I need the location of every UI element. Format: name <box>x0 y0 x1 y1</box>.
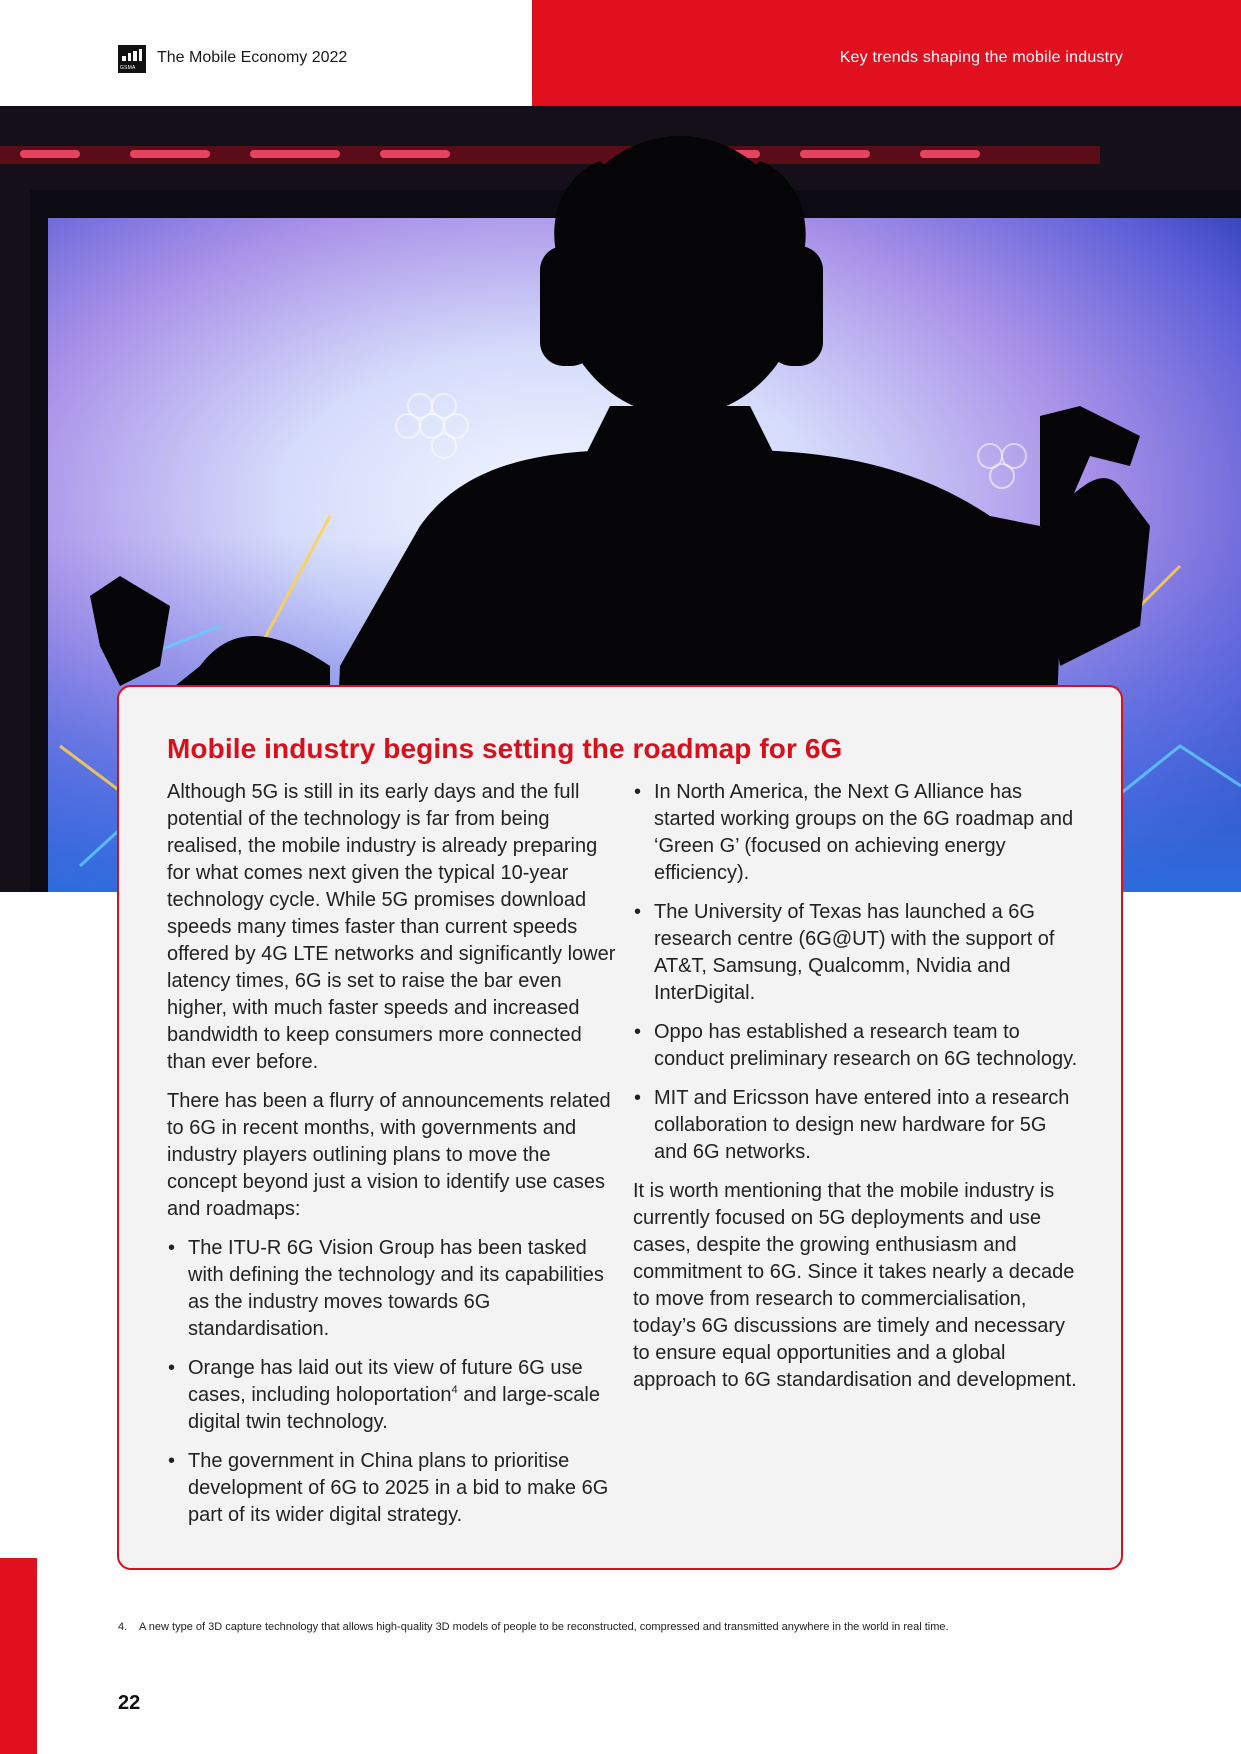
list-item: • In North America, the Next G Alliance has started working groups on the 6G roadmap and ‘Green G’ (focused on achieving energy efficiency). <box>633 779 1083 887</box>
list-item-text: and large-scale digital twin technology. <box>188 1384 600 1433</box>
section-title: Key trends shaping the mobile industry <box>839 49 1123 66</box>
list-item: • MIT and Ericsson have entered into a research collaboration to design new hardware for 5G and 6G networks. <box>633 1085 1083 1166</box>
paragraph: There has been a flurry of announcements related to 6G in recent months, with governments and industry players outlining plans to move the concept beyond just a vision to identify use cases and roadmaps: <box>167 1090 611 1220</box>
bullet-list <box>167 1235 617 1529</box>
list-item: • Oppo has established a research team to conduct preliminary research on 6G technology. <box>633 1019 1083 1073</box>
bullet-list <box>633 779 1083 1166</box>
header-bar <box>0 0 532 106</box>
footnote-text: A new type of 3D capture technology that allows high-quality 3D models of people to be reconstructed, compressed and transmitted anywhere in the world in real time. <box>139 1621 949 1633</box>
left-accent-strip <box>0 1558 37 1754</box>
footnote-number: 4. <box>118 1621 128 1633</box>
page-number: 22 <box>118 1692 141 1714</box>
document-title: The Mobile Economy 2022 <box>157 49 348 66</box>
paragraph: It is worth mentioning that the mobile industry is currently focused on 5G deployments and use cases, despite the growing enthusiasm and commitment to 6G. Since it takes nearly a decade to move from research to commercialisation, today’s 6G discussions are timely and necessary to ensure equal opportunities and a global approach to 6G standardisation and development. <box>633 1180 1077 1391</box>
right-column <box>633 779 1083 1406</box>
list-item: • The ITU-R 6G Vision Group has been tasked with defining the technology and its capabilities as the industry moves towards 6G standardisation. <box>167 1235 617 1343</box>
logo-text: GSMA <box>120 65 136 71</box>
left-column <box>167 779 617 1541</box>
gsma-logo-icon <box>118 45 146 73</box>
list-item: • The government in China plans to prioritise development of 6G to 2025 in a bid to make 6G part of its wider digital strategy. <box>167 1448 617 1529</box>
footnote <box>118 1621 949 1633</box>
footnote-reference: 4 <box>451 1384 458 1396</box>
list-item: • The University of Texas has launched a 6G research centre (6G@UT) with the support of AT&T, Samsung, Qualcomm, Nvidia and InterDigital. <box>633 899 1083 1007</box>
card-title: Mobile industry begins setting the roadmap for 6G <box>167 733 843 764</box>
list-item <box>167 1355 617 1436</box>
content-card <box>117 685 1123 1570</box>
list-item-text: Orange has laid out its view of future 6G use cases, including holoportation <box>188 1357 583 1406</box>
paragraph: Although 5G is still in its early days and the full potential of the technology is far from being realised, the mobile industry is already preparing for what comes next given the typical 10-year technology cycle. While 5G promises download speeds many times faster than current speeds offered by 4G LTE networks and significantly lower latency times, 6G is set to raise the bar even higher, with much faster speeds and increased bandwidth to keep consumers more connected than ever before. <box>167 781 616 1073</box>
